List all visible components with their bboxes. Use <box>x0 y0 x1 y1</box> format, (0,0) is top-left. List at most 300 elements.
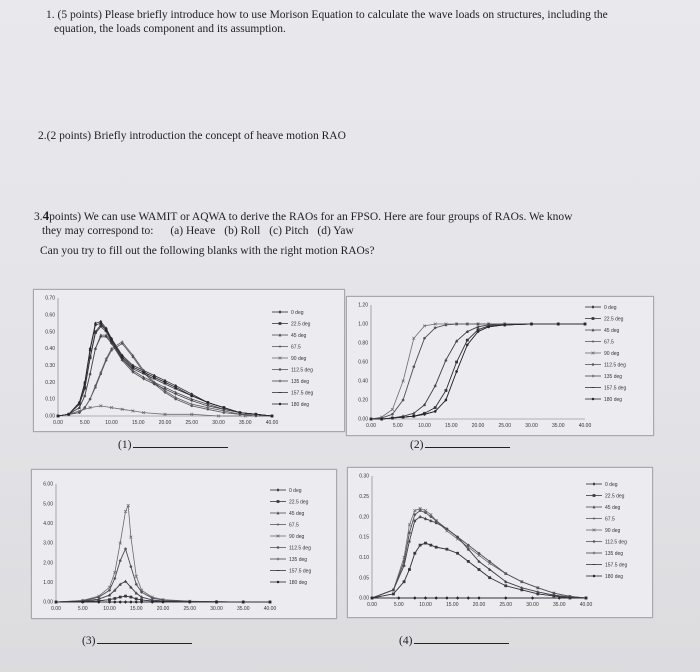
caption-1-label: (1) <box>118 439 132 451</box>
chart-2-legend-label: 45 deg <box>604 327 620 334</box>
question-3-number: 3. <box>34 211 43 223</box>
chart-4-x-tick-label: 30.00 <box>526 602 539 608</box>
chart-4-data-point <box>467 597 470 600</box>
chart-3-y-tick-label: 4.00 <box>43 520 53 527</box>
chart-2-legend-marker <box>592 317 595 320</box>
chart-1-legend-label: 135 deg <box>291 378 310 385</box>
chart-2-series-line <box>371 324 585 419</box>
chart-2-series-line <box>371 324 585 419</box>
chart-3-data-point <box>130 565 133 568</box>
rao-chart-3 <box>31 469 337 619</box>
chart-1-x-tick-label: 35.00 <box>238 420 252 426</box>
chart-1-legend-label: 90 deg <box>291 355 307 362</box>
chart-2-legend-marker <box>592 363 595 366</box>
chart-1-data-point <box>121 342 124 345</box>
chart-3-legend-marker <box>277 558 280 561</box>
chart-4-data-point <box>424 511 427 514</box>
chart-1-data-point <box>223 411 226 414</box>
chart-1-data-point <box>164 383 167 384</box>
chart-1-x-tick-label: 20.00 <box>158 420 172 426</box>
chart-3-data-point <box>119 559 122 562</box>
chart-3-data-point <box>135 601 138 604</box>
chart-1-x-tick-label: 25.00 <box>185 420 199 426</box>
chart-1-x-tick-label: 40.00 <box>265 420 279 426</box>
chart-2-data-point <box>466 340 469 341</box>
chart-1-legend-marker <box>279 322 282 325</box>
chart-1-data-point <box>83 406 86 409</box>
chart-2-data-point <box>445 390 448 391</box>
question-1 <box>46 8 686 36</box>
chart-2-data-point <box>413 365 416 368</box>
chart-4-legend-label: 67.5 <box>605 516 615 523</box>
rao-chart-4 <box>347 467 653 618</box>
chart-3-legend-label: 0 deg <box>289 487 302 494</box>
chart-4-data-point <box>446 597 449 600</box>
chart-4-legend-label: 180 deg <box>605 573 624 580</box>
chart-2-data-point <box>413 415 416 418</box>
chart-4-data-point <box>488 577 491 578</box>
question-3-line-1 <box>34 209 684 224</box>
chart-1-legend-marker <box>279 368 282 371</box>
chart-4-data-point <box>467 544 470 547</box>
chart-1-legend-label: 45 deg <box>291 332 307 339</box>
chart-4-y-tick-label: 0.20 <box>359 514 369 521</box>
chart-4-y-tick-label: 0.15 <box>359 534 369 541</box>
chart-1-data-point <box>255 413 258 416</box>
chart-1-x-tick-label: 5.00 <box>79 420 90 426</box>
chart-4-data-point <box>537 587 540 590</box>
chart-4-legend-marker <box>593 540 596 543</box>
chart-4-data-point <box>446 549 449 550</box>
chart-3-legend-marker <box>277 570 280 571</box>
chart-3-x-tick-label: 20.00 <box>156 606 170 612</box>
chart-3-data-point <box>269 601 272 604</box>
chart-4-legend-marker <box>593 494 596 497</box>
chart-3-x-tick-label: 35.00 <box>236 606 250 612</box>
chart-1-legend-label: 0 deg <box>291 309 304 316</box>
chart-3-data-point <box>124 596 127 597</box>
chart-4-x-tick-label: 40.00 <box>579 602 593 608</box>
chart-4-y-tick-label: 0.30 <box>359 473 369 480</box>
chart-1-data-point <box>57 415 60 418</box>
chart-3-x-tick-label: 25.00 <box>183 606 197 612</box>
chart-4-legend-label: 90 deg <box>605 527 621 534</box>
chart-1-legend-marker <box>279 392 282 393</box>
chart-4-data-point <box>456 553 459 554</box>
chart-1-data-point <box>78 401 81 404</box>
chart-3-x-tick-label: 5.00 <box>77 606 88 612</box>
chart-4-data-point <box>478 569 481 570</box>
chart-3-legend-label: 157.5 deg <box>289 568 312 575</box>
chart-3-legend-label: 22.5 deg <box>289 499 309 506</box>
chart-1-data-point <box>153 378 156 379</box>
chart-1-data-point <box>153 376 156 379</box>
chart-3-data-point <box>113 598 116 599</box>
chart-1-data-point <box>207 408 210 411</box>
chart-3-data-point <box>119 601 122 604</box>
chart-1-legend-label: 180 deg <box>291 401 310 408</box>
chart-1-data-point <box>78 411 81 414</box>
chart-2-data-point <box>402 416 405 419</box>
chart-4-x-tick-label: 25.00 <box>499 602 513 608</box>
chart-1-legend-marker <box>279 345 282 348</box>
chart-2-x-tick-label: 5.00 <box>392 423 403 429</box>
chart-2-series-line <box>371 324 585 419</box>
chart-2-data-point <box>503 324 506 327</box>
chart-3-x-tick-label: 30.00 <box>210 606 223 612</box>
chart-2-data-point <box>423 413 426 416</box>
chart-2-legend-label: 0 deg <box>604 304 617 311</box>
chart-1-data-point <box>110 339 113 342</box>
chart-1-data-point <box>164 391 167 394</box>
chart-1-data-point <box>174 386 177 389</box>
chart-4-data-point <box>408 569 411 570</box>
chart-3-x-tick-label: 0.00 <box>51 606 61 612</box>
chart-2-legend-marker <box>592 398 595 401</box>
chart-2-y-tick-label: 0.40 <box>358 378 368 385</box>
chart-2-x-tick-label: 40.00 <box>578 423 592 429</box>
chart-4-y-tick-label: 0.25 <box>359 493 369 500</box>
answer-blank-2[interactable] <box>425 436 510 448</box>
chart-1-data-point <box>100 373 103 376</box>
chart-4-x-tick-label: 35.00 <box>552 602 566 608</box>
chart-1-legend-label: 112.5 deg <box>291 367 313 374</box>
chart-4-legend-label: 22.5 deg <box>605 493 625 500</box>
chart-1-y-tick-label: 0.00 <box>45 413 55 420</box>
question-3-line-1-text: points) We can use WAMIT or AQWA to derive the RAOs for an FPSO. Here are four groups of RAOs. We know <box>49 211 573 223</box>
chart-3-x-tick-label: 10.00 <box>103 606 116 612</box>
chart-1-data-point <box>207 401 210 404</box>
chart-2-data-point <box>391 413 394 416</box>
answer-blank-3[interactable] <box>97 632 192 644</box>
question-3 <box>34 209 684 258</box>
chart-1-series-line <box>58 322 272 416</box>
chart-2-x-tick-label: 15.00 <box>444 423 458 429</box>
chart-2-series-line <box>371 324 585 419</box>
chart-1-x-tick-label: 15.00 <box>131 420 145 426</box>
chart-4-legend-label: 45 deg <box>605 504 621 511</box>
chart-4-data-point <box>504 597 507 600</box>
chart-2-y-tick-label: 0.00 <box>358 416 368 423</box>
chart-1-data-point <box>142 373 145 374</box>
chart-1-data-point <box>132 356 135 359</box>
chart-4-data-point <box>531 597 534 600</box>
chart-1-data-point <box>223 406 226 409</box>
chart-2-data-point <box>584 323 587 326</box>
chart-4-x-tick-label: 20.00 <box>472 602 486 608</box>
chart-2-legend-label: 67.5 <box>604 339 614 346</box>
chart-3-data-point <box>215 601 218 604</box>
chart-1-legend-marker <box>279 380 282 383</box>
chart-4-data-point <box>413 553 416 554</box>
chart-1-y-tick-label: 0.20 <box>45 379 55 386</box>
question-1-line-2: equation, the loads component and its assumption. <box>54 23 286 35</box>
chart-1-data-point <box>105 359 108 362</box>
chart-3-data-point <box>135 598 138 599</box>
chart-2-y-tick-label: 0.20 <box>358 397 368 404</box>
chart-1-data-point <box>100 322 103 325</box>
chart-2-data-point <box>391 417 394 420</box>
chart-1-data-point <box>99 326 102 327</box>
chart-2-data-point <box>370 418 373 421</box>
chart-2-data-point <box>455 362 458 363</box>
caption-3-label: (3) <box>82 635 96 647</box>
chart-2-series-line <box>371 324 585 419</box>
chart-3-data-point <box>108 599 111 600</box>
chart-3-data-point <box>140 601 143 604</box>
chart-2-y-tick-label: 0.80 <box>358 340 368 347</box>
chart-3-y-tick-label: 5.00 <box>43 501 53 508</box>
chart-2-data-point <box>445 324 448 327</box>
chart-4-legend-marker <box>593 517 596 520</box>
chart-4-y-tick-label: 0.00 <box>359 595 369 602</box>
chart-1-y-tick-label: 0.60 <box>45 312 55 319</box>
chart-2-data-point <box>557 323 560 326</box>
chart-3-legend-label: 180 deg <box>289 579 308 586</box>
chart-3-data-point <box>140 600 143 601</box>
chart-3-data-point <box>124 601 127 604</box>
chart-3-x-tick-label: 40.00 <box>263 606 277 612</box>
question-3-line-2-lead: they may correspond to: <box>42 225 154 237</box>
chart-2-legend-label: 135 deg <box>604 373 623 380</box>
chart-3-legend-label: 112.5 deg <box>289 545 311 552</box>
chart-2-data-point <box>380 418 383 421</box>
rao-chart-4-svg <box>348 468 652 617</box>
rao-chart-3-svg <box>32 470 336 618</box>
question-3-points-digit: 4 <box>42 208 50 223</box>
chart-1-data-point <box>190 405 193 408</box>
chart-3-y-tick-label: 2.00 <box>43 560 53 567</box>
chart-2-legend-marker <box>592 387 595 388</box>
chart-1-x-tick-label: 0.00 <box>53 420 63 426</box>
chart-3-data-point <box>114 601 117 604</box>
chart-2-legend-label: 157.5 deg <box>604 385 627 392</box>
chart-1-x-tick-label: 30.00 <box>212 420 225 426</box>
chart-3-y-tick-label: 0.00 <box>43 599 53 606</box>
chart-2-x-tick-label: 35.00 <box>551 423 565 429</box>
chart-1-y-tick-label: 0.30 <box>45 363 55 370</box>
chart-1-legend-marker <box>279 310 282 313</box>
chart-3-data-point <box>188 601 191 604</box>
chart-4-data-point <box>504 572 507 575</box>
chart-3-legend-label: 67.5 <box>289 522 299 529</box>
chart-4-data-point <box>414 597 417 600</box>
question-3-instruction: Can you try to fill out the following blanks with the right motion RAOs? <box>40 245 375 257</box>
chart-3-legend-marker <box>277 581 280 584</box>
chart-3-y-tick-label: 1.00 <box>43 579 53 586</box>
rao-chart-2 <box>346 296 654 436</box>
chart-2-data-point <box>455 323 458 326</box>
chart-3-series-line <box>56 549 270 602</box>
chart-3-legend-marker <box>277 546 280 549</box>
chart-1-series-line <box>58 323 272 416</box>
caption-4-label: (4) <box>399 635 413 647</box>
chart-3-legend-label: 135 deg <box>289 556 308 563</box>
chart-1-data-point <box>89 349 92 352</box>
chart-4-data-point <box>430 515 433 518</box>
chart-3-data-point <box>135 583 138 586</box>
chart-4-data-point <box>392 593 395 594</box>
chart-3-data-point <box>119 597 122 598</box>
chart-1-series-line <box>58 325 272 416</box>
chart-2-legend-label: 90 deg <box>604 350 620 357</box>
chart-3-series-line <box>56 549 270 602</box>
chart-1-legend-label: 67.5 <box>291 344 301 351</box>
chart-4-legend-label: 112.5 deg <box>605 539 627 546</box>
chart-4-data-point <box>456 597 459 600</box>
chart-3-series-line <box>56 506 270 602</box>
chart-3-data-point <box>140 591 143 594</box>
chart-3-data-point <box>55 601 58 604</box>
chart-2-data-point <box>477 330 480 333</box>
chart-2-data-point <box>477 329 480 330</box>
answer-blank-1[interactable] <box>133 436 228 448</box>
chart-2-x-tick-label: 20.00 <box>471 423 485 429</box>
chart-1-data-point <box>105 329 108 332</box>
chart-3-data-point <box>108 589 111 592</box>
chart-2-x-tick-label: 25.00 <box>498 423 512 429</box>
chart-4-data-point <box>488 560 491 563</box>
chart-1-data-point <box>67 413 70 416</box>
chart-3-data-point <box>162 601 165 604</box>
option-pitch: (c) Pitch <box>269 225 309 237</box>
chart-4-data-point <box>424 543 427 544</box>
chart-2-data-point <box>455 370 458 373</box>
chart-1-y-tick-label: 0.50 <box>45 329 55 336</box>
chart-4-data-point <box>419 545 422 546</box>
chart-4-data-point <box>424 597 427 600</box>
chart-4-x-tick-label: 10.00 <box>419 602 432 608</box>
chart-2-y-tick-label: 1.00 <box>358 321 368 328</box>
chart-4-legend-marker <box>593 552 596 555</box>
chart-2-data-point <box>434 407 437 408</box>
chart-4-legend-marker <box>593 575 596 578</box>
chart-4-data-point <box>521 580 524 583</box>
question-1-line-1: 1. (5 points) Please briefly introduce how to use Morison Equation to calculate the wave loads on structures, including the <box>46 9 608 21</box>
chart-1-data-point <box>89 398 92 401</box>
chart-3-y-tick-label: 3.00 <box>43 540 53 547</box>
chart-4-data-point <box>467 561 470 562</box>
caption-2 <box>410 436 510 451</box>
caption-3 <box>82 632 192 647</box>
chart-1-legend-marker <box>279 403 282 406</box>
chart-1-y-tick-label: 0.10 <box>45 396 55 403</box>
rao-chart-1-svg <box>34 290 344 431</box>
chart-2-x-tick-label: 30.00 <box>525 423 538 429</box>
caption-2-label: (2) <box>410 439 424 451</box>
chart-3-data-point <box>108 601 111 604</box>
chart-1-legend-label: 22.5 deg <box>291 321 311 328</box>
chart-2-legend-label: 22.5 deg <box>604 316 624 323</box>
chart-1-data-point <box>142 371 145 374</box>
option-heave: (a) Heave <box>170 225 216 237</box>
chart-2-data-point <box>530 323 533 326</box>
chart-1-data-point <box>94 324 97 327</box>
chart-4-data-point <box>504 585 507 586</box>
chart-4-y-tick-label: 0.05 <box>359 575 369 582</box>
chart-3-legend-marker <box>277 488 280 491</box>
chart-2-data-point <box>445 399 448 402</box>
chart-3-legend-marker <box>277 500 280 503</box>
chart-1-data-point <box>174 398 177 401</box>
chart-1-data-point <box>132 368 135 369</box>
chart-2-data-point <box>466 344 469 347</box>
chart-1-y-tick-label: 0.70 <box>45 295 55 302</box>
chart-4-y-tick-label: 0.10 <box>359 554 369 561</box>
chart-2-data-point <box>434 327 437 330</box>
chart-3-data-point <box>242 601 245 604</box>
rao-chart-2-svg <box>347 297 653 435</box>
chart-2-legend-label: 180 deg <box>604 396 623 403</box>
chart-4-data-point <box>419 509 422 512</box>
chart-2-legend-marker <box>592 340 595 343</box>
chart-2-legend-label: 112.5 deg <box>604 362 626 369</box>
chart-2-legend-marker <box>592 375 595 378</box>
chart-2-x-tick-label: 10.00 <box>418 423 431 429</box>
chart-3-data-point <box>151 601 154 604</box>
chart-3-data-point <box>81 601 84 604</box>
chart-4-data-point <box>435 597 438 600</box>
chart-3-data-point <box>114 577 117 580</box>
chart-1-data-point <box>239 411 242 414</box>
chart-1-data-point <box>94 386 97 389</box>
chart-4-x-tick-label: 15.00 <box>445 602 459 608</box>
chart-4-legend-marker <box>593 482 596 485</box>
chart-4-x-tick-label: 5.00 <box>393 602 404 608</box>
chart-4-data-point <box>429 545 432 546</box>
chart-2-data-point <box>477 323 480 326</box>
chart-1-data-point <box>94 333 97 334</box>
chart-4-data-point <box>585 597 588 600</box>
question-2: 2.(2 points) Briefly introduction the concept of heave motion RAO <box>38 130 346 142</box>
chart-4-x-tick-label: 0.00 <box>367 602 377 608</box>
chart-2-data-point <box>466 323 469 326</box>
chart-1-series-line <box>58 327 272 416</box>
chart-2-data-point <box>487 326 490 329</box>
chart-3-legend-marker <box>277 523 280 526</box>
chart-4-legend-label: 157.5 deg <box>605 562 628 569</box>
question-3-line-2 <box>34 224 684 238</box>
chart-1-series-line <box>58 342 272 416</box>
chart-4-legend-marker <box>593 564 596 565</box>
chart-4-data-point <box>371 597 374 600</box>
option-yaw: (d) Yaw <box>317 225 354 237</box>
chart-1-y-tick-label: 0.40 <box>45 346 55 353</box>
chart-4-data-point <box>435 547 438 548</box>
chart-1-data-point <box>190 395 193 398</box>
chart-2-series-line <box>371 324 585 419</box>
answer-blank-4[interactable] <box>414 632 509 644</box>
chart-1-data-point <box>164 381 167 384</box>
caption-1 <box>118 436 228 451</box>
chart-1-data-point <box>132 366 135 369</box>
chart-2-legend-marker <box>592 305 595 308</box>
chart-2-x-tick-label: 0.00 <box>366 423 376 429</box>
chart-2-data-point <box>402 399 405 402</box>
caption-4 <box>399 632 509 647</box>
chart-3-x-tick-label: 15.00 <box>129 606 143 612</box>
chart-1-data-point <box>83 383 86 386</box>
option-roll: (b) Roll <box>224 225 261 237</box>
chart-3-data-point <box>130 597 133 598</box>
chart-4-data-point <box>403 581 406 582</box>
chart-1-data-point <box>110 349 113 352</box>
chart-4-data-point <box>478 552 481 555</box>
chart-2-series-line <box>371 324 585 419</box>
chart-1-data-point <box>174 389 177 390</box>
chart-4-legend-label: 0 deg <box>605 481 618 488</box>
chart-2-y-tick-label: 0.60 <box>358 359 368 366</box>
